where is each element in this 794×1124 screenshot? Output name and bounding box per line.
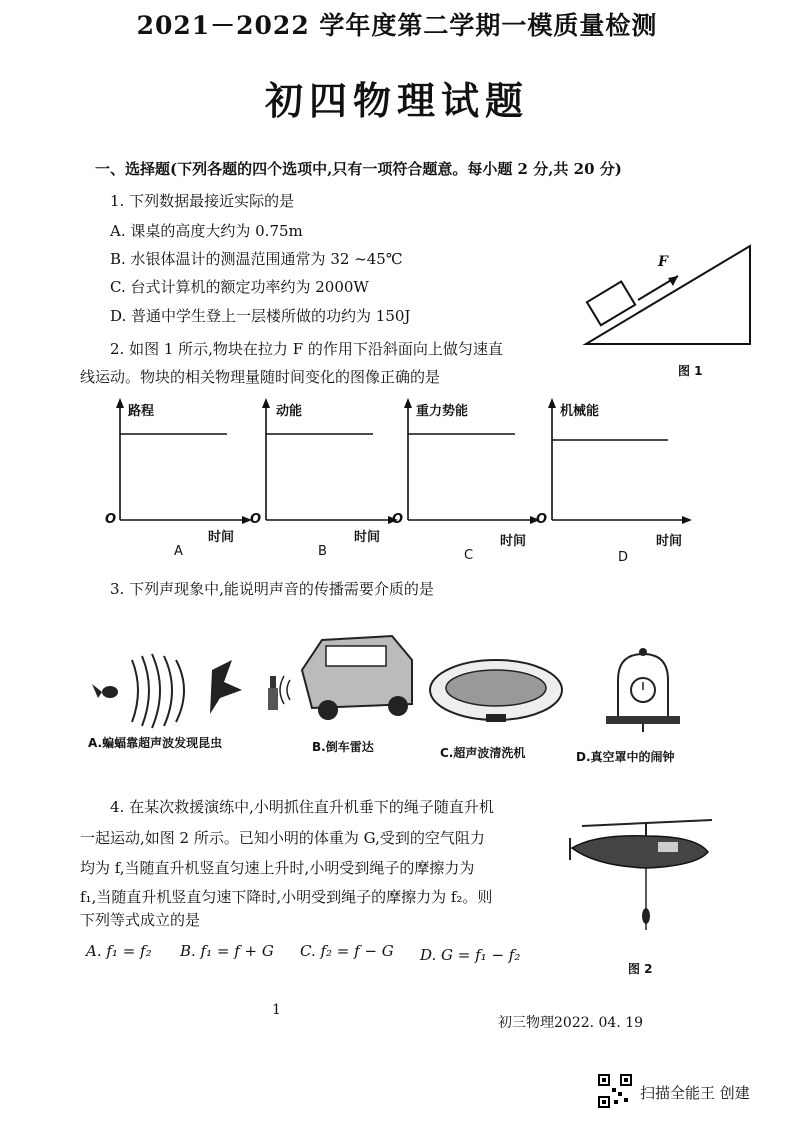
q1-option-b: B. 水银体温计的测温范围通常为 32 ~45℃ — [110, 250, 403, 268]
q4-line2: 一起运动,如图 2 所示。已知小明的体重为 G,受到的空气阻力 — [80, 829, 485, 847]
exam-title: 初四物理试题 — [264, 79, 529, 123]
bat-ultrasound-illustration — [92, 640, 252, 730]
q4-option-a: A. f₁ = f₂ — [86, 942, 152, 960]
section-heading: 一、选择题(下列各题的四个选项中,只有一项符合题意。每小题 2 分,共 20 分) — [95, 160, 622, 178]
q1-option-a: A. 课桌的高度大约为 0.75m — [110, 222, 303, 240]
graph-d-xlabel: 时间 — [656, 534, 683, 549]
q4-line1: 4. 在某次救援演练中,小明抓住直升机垂下的绳子随直升机 — [110, 798, 494, 816]
graph-c-origin: O — [392, 512, 404, 527]
q4-option-c: C. f₂ = f − G — [300, 942, 394, 960]
graph-d — [536, 398, 696, 568]
graph-b-origin: O — [250, 512, 262, 527]
q3-caption-b: B.倒车雷达 — [312, 740, 374, 754]
graph-b-letter: B — [318, 544, 327, 559]
q3-caption-a: A.蝙蝠靠超声波发现昆虫 — [88, 736, 223, 750]
q1-stem: 1. 下列数据最接近实际的是 — [110, 192, 295, 210]
exam-session-title: 2021－2022 学年度第二学期一模质量检测 — [136, 11, 658, 40]
graph-d-ylabel: 机械能 — [560, 404, 600, 419]
scanner-watermark: 扫描全能王 创建 — [640, 1084, 750, 1102]
q4-line5: 下列等式成立的是 — [80, 911, 201, 929]
q2-stem-line2: 线运动。物块的相关物理量随时间变化的图像正确的是 — [80, 368, 441, 386]
graph-a-letter: A — [174, 544, 183, 559]
page-number: 1 — [272, 1002, 281, 1018]
footer-course-date: 初三物理2022. 04. 19 — [498, 1015, 644, 1031]
q4-line3: 均为 f,当随直升机竖直匀速上升时,小明受到绳子的摩擦力为 — [80, 859, 475, 877]
graph-b-xlabel: 时间 — [354, 530, 381, 545]
q4-line4: f₁,当随直升机竖直匀速下降时,小明受到绳子的摩擦力为 f₂。则 — [80, 888, 493, 906]
figure-1-caption: 图 1 — [678, 364, 703, 378]
q1-option-d: D. 普通中学生登上一层楼所做的功约为 150J — [110, 307, 411, 325]
figure-2-caption: 图 2 — [628, 962, 653, 976]
graph-b-ylabel: 动能 — [276, 404, 303, 419]
qr-code-icon — [598, 1074, 632, 1108]
graph-a-origin: O — [105, 512, 117, 527]
q3-stem: 3. 下列声现象中,能说明声音的传播需要介质的是 — [110, 580, 434, 598]
graph-d-origin: O — [536, 512, 548, 527]
graph-c — [392, 398, 542, 568]
graph-b — [250, 398, 400, 568]
graph-a — [100, 398, 250, 568]
graph-a-ylabel: 路程 — [128, 404, 155, 419]
q4-option-d: D. G = f₁ − f₂ — [420, 946, 521, 964]
graph-c-ylabel: 重力势能 — [416, 404, 469, 419]
graph-a-xlabel: 时间 — [208, 530, 235, 545]
q1-option-c: C. 台式计算机的额定功率约为 2000W — [110, 278, 369, 296]
graph-c-xlabel: 时间 — [500, 534, 527, 549]
graph-c-letter: C — [464, 548, 474, 563]
force-label: F — [658, 254, 668, 270]
ultrasonic-cleaner-illustration — [426, 650, 566, 730]
car-reverse-radar-illustration — [262, 630, 422, 730]
bell-jar-alarm-clock-illustration — [598, 640, 688, 732]
q3-caption-c: C.超声波清洗机 — [440, 746, 526, 760]
figure-2-helicopter — [566, 812, 716, 976]
q2-stem-line1: 2. 如图 1 所示,物块在拉力 F 的作用下沿斜面向上做匀速直 — [110, 340, 503, 358]
q4-option-b: B. f₁ = f + G — [180, 942, 274, 960]
q3-caption-d: D.真空罩中的闹钟 — [576, 750, 675, 764]
figure-1-incline — [578, 240, 758, 378]
graph-d-letter: D — [618, 550, 629, 565]
